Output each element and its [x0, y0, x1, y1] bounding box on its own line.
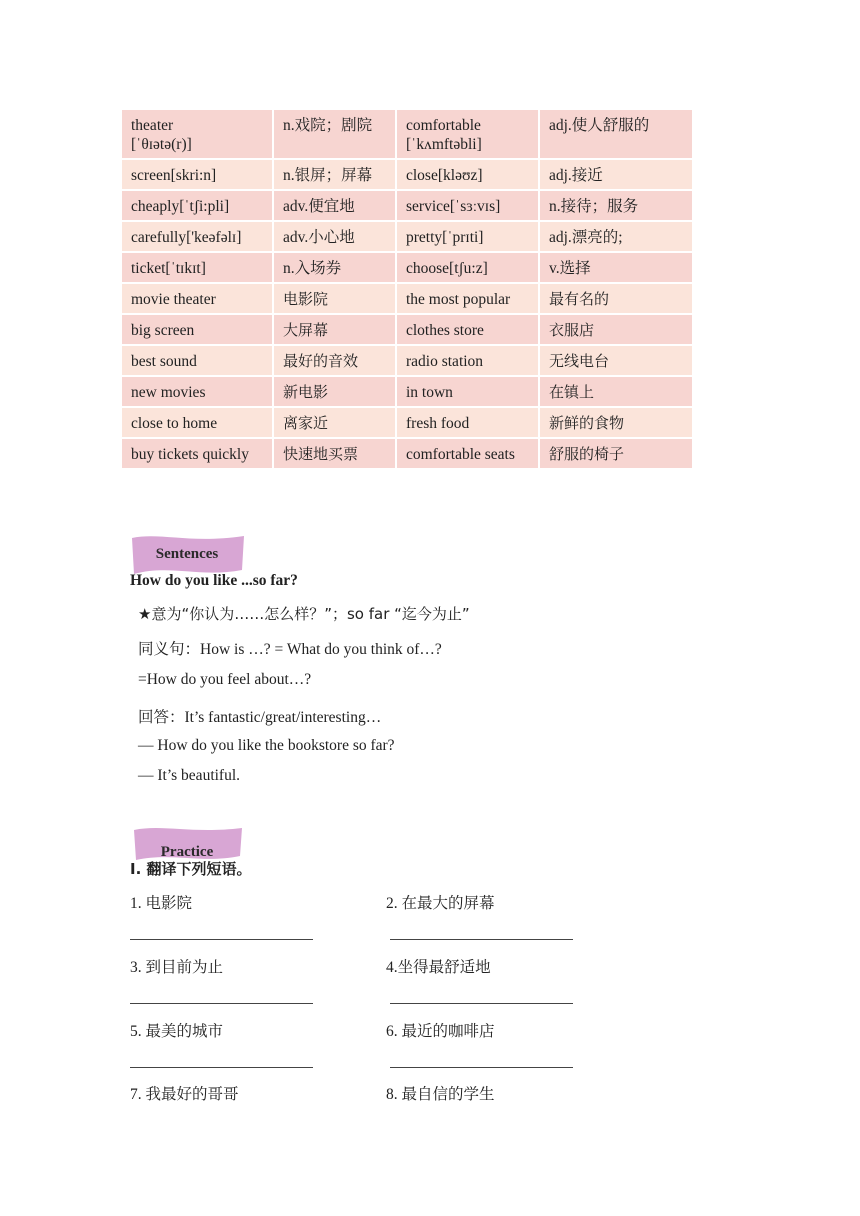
table-cell: pretty[ˈprɪti] [396, 221, 539, 252]
practice-item: 8. 最自信的学生 [386, 1086, 495, 1103]
answer-blank[interactable] [390, 1003, 573, 1004]
table-cell: adj.使人舒服的 [539, 109, 693, 159]
table-cell: close[kləʊz] [396, 159, 539, 190]
sentences-banner [130, 534, 244, 574]
table-cell: 快速地买票 [273, 438, 396, 469]
table-cell: adj.漂亮的; [539, 221, 693, 252]
table-row [121, 376, 693, 407]
table-row [121, 438, 693, 469]
sentence-line: — How do you like the bookstore so far? [138, 737, 395, 754]
table-cell: 大屏幕 [273, 314, 396, 345]
table-cell: 新鲜的食物 [539, 407, 693, 438]
table-cell: cheaply[ˈtʃi:pli] [121, 190, 273, 221]
table-cell: 电影院 [273, 283, 396, 314]
table-cell: in town [396, 376, 539, 407]
table-row [121, 283, 693, 314]
table-cell: n.接待；服务 [539, 190, 693, 221]
table-cell: the most popular [396, 283, 539, 314]
table-row [121, 252, 693, 283]
table-cell: choose[tʃu:z] [396, 252, 539, 283]
table-cell: radio station [396, 345, 539, 376]
table-row [121, 159, 693, 190]
sentence-line: 同义句：How is …? = What do you think of…? [138, 641, 442, 658]
practice-banner [132, 826, 242, 860]
table-cell: n.戏院；剧院 [273, 109, 396, 159]
table-cell: screen[skri:n] [121, 159, 273, 190]
table-cell: 衣服店 [539, 314, 693, 345]
sentences-banner-label: Sentences [155, 546, 219, 562]
table-cell: 新电影 [273, 376, 396, 407]
sentence-line: ★意为“你认为……怎么样？”；so far “迄今为止” [138, 605, 470, 623]
table-cell: service[ˈsɜːvɪs] [396, 190, 539, 221]
table-cell: 舒服的椅子 [539, 438, 693, 469]
table-cell: 最有名的 [539, 283, 693, 314]
sentence-line: 回答：It’s fantastic/great/interesting… [138, 709, 382, 726]
table-cell: ticket[ˈtɪkɪt] [121, 252, 273, 283]
table-cell: adv.便宜地 [273, 190, 396, 221]
practice-item: 2. 在最大的屏幕 [386, 895, 495, 912]
table-row [121, 190, 693, 221]
table-cell: theater [ˈθɪətə(r)] [121, 109, 273, 159]
table-row [121, 109, 693, 159]
sentences-heading: How do you like ...so far? [130, 572, 298, 589]
practice-item: 6. 最近的咖啡店 [386, 1023, 495, 1040]
practice-heading: I. 翻译下列短语。 [130, 860, 252, 878]
practice-item: 4.坐得最舒适地 [386, 959, 491, 976]
table-cell: adj.接近 [539, 159, 693, 190]
table-cell: carefully['keəfəlɪ] [121, 221, 273, 252]
table-cell: 离家近 [273, 407, 396, 438]
answer-blank[interactable] [130, 939, 313, 940]
table-cell: comfortable seats [396, 438, 539, 469]
practice-item: 5. 最美的城市 [130, 1023, 224, 1040]
table-cell: n.入场券 [273, 252, 396, 283]
table-cell: close to home [121, 407, 273, 438]
table-cell: 在镇上 [539, 376, 693, 407]
table-cell: best sound [121, 345, 273, 376]
table-cell: n.银屏；屏幕 [273, 159, 396, 190]
practice-banner-label: Practice [160, 844, 214, 860]
table-cell: 最好的音效 [273, 345, 396, 376]
answer-blank[interactable] [390, 939, 573, 940]
sentence-line: =How do you feel about…? [138, 671, 312, 688]
table-cell: buy tickets quickly [121, 438, 273, 469]
practice-item: 1. 电影院 [130, 895, 193, 912]
table-cell: big screen [121, 314, 273, 345]
practice-item: 3. 到目前为止 [130, 959, 224, 976]
answer-blank[interactable] [130, 1067, 313, 1068]
answer-blank[interactable] [390, 1067, 573, 1068]
table-row [121, 407, 693, 438]
practice-item: 7. 我最好的哥哥 [130, 1086, 239, 1103]
table-cell: fresh food [396, 407, 539, 438]
table-cell: 无线电台 [539, 345, 693, 376]
table-cell: new movies [121, 376, 273, 407]
table-cell: comfortable [ˈkʌmftəbli] [396, 109, 539, 159]
table-row [121, 221, 693, 252]
table-cell: movie theater [121, 283, 273, 314]
table-row [121, 345, 693, 376]
table-row [121, 314, 693, 345]
vocabulary-table [120, 108, 694, 470]
table-cell: adv.小心地 [273, 221, 396, 252]
table-cell: clothes store [396, 314, 539, 345]
table-cell: v.选择 [539, 252, 693, 283]
sentence-line: — It’s beautiful. [138, 767, 241, 784]
answer-blank[interactable] [130, 1003, 313, 1004]
